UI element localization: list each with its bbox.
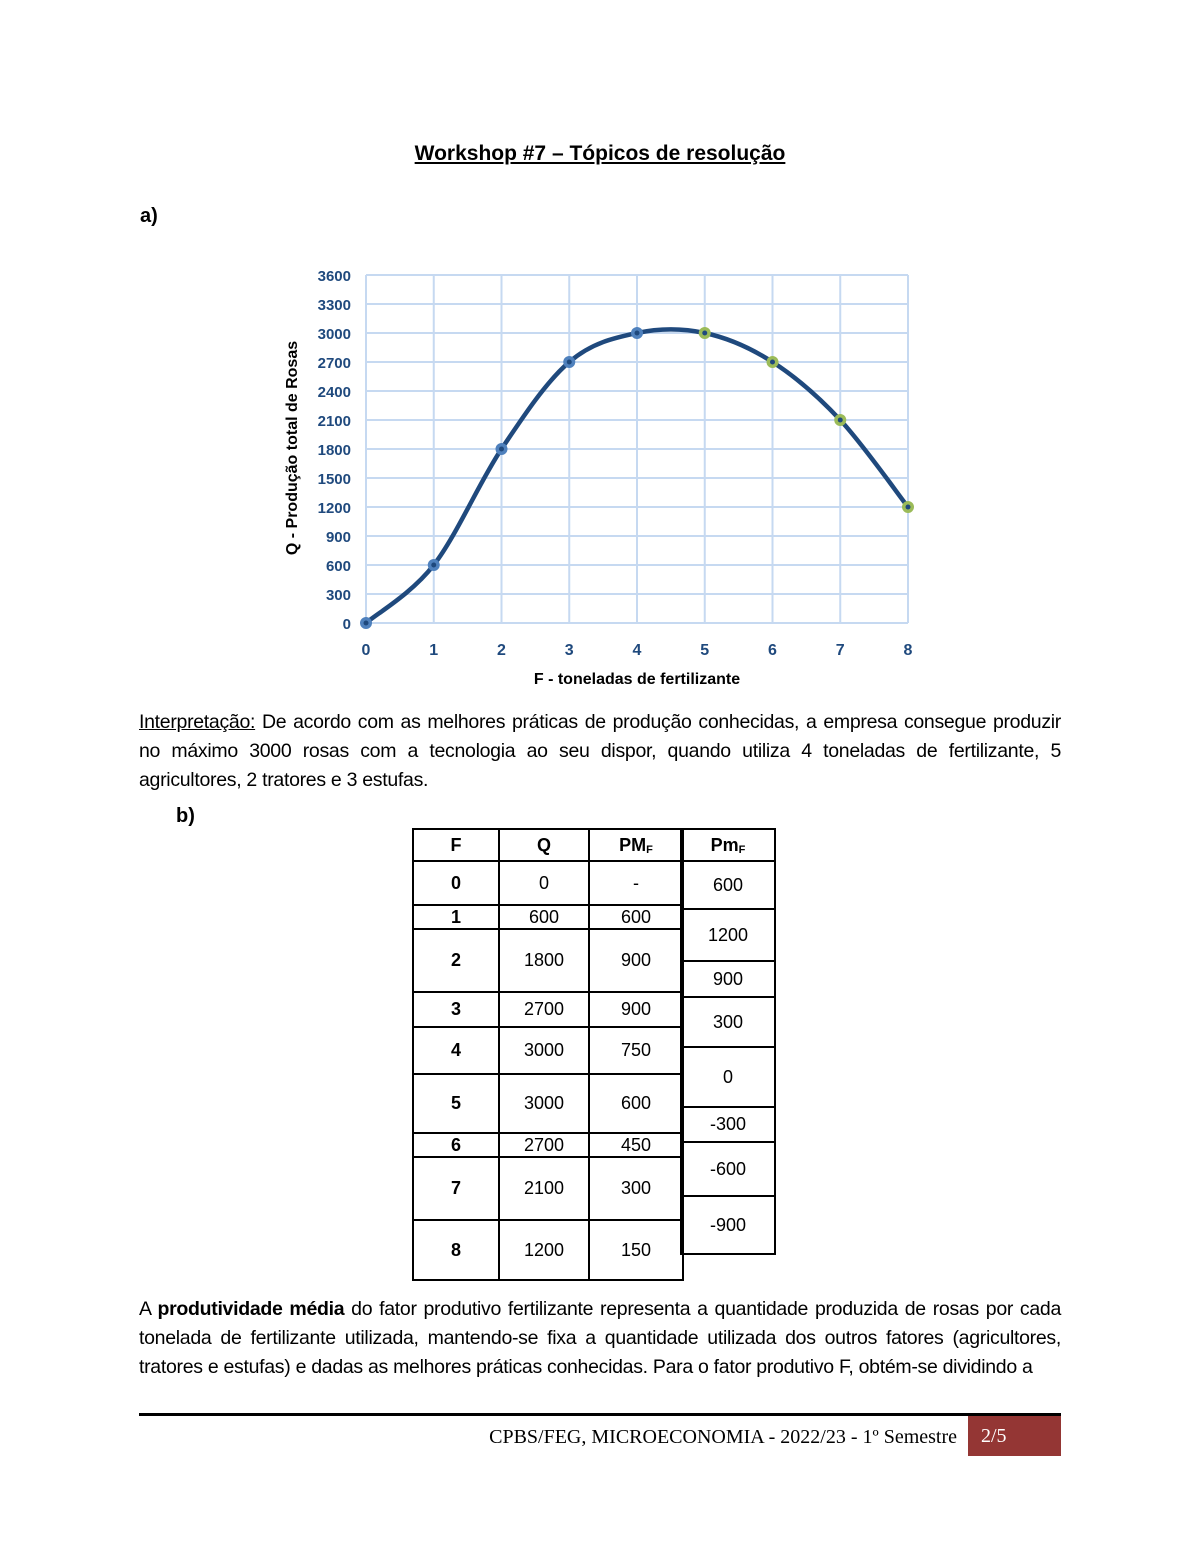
cell-q: 3000 [499,1027,589,1074]
cell-pm: 900 [589,929,683,992]
x-axis-label: F - toneladas de fertilizante [533,671,741,688]
para2-pre: A [139,1298,158,1320]
data-point-core [770,360,775,365]
cell-pm: 750 [589,1027,683,1074]
table-row [413,1027,683,1074]
cell-q: 2700 [499,992,589,1027]
marginal-row [681,861,775,909]
table-row [413,861,683,905]
y-tick-label: 2400 [317,384,351,401]
data-point-core [838,418,843,423]
x-tick-label: 5 [700,642,710,659]
marginal-product-table [680,828,776,1255]
cell-pm-marg: 1200 [681,909,775,961]
table-row [413,1157,683,1220]
y-tick-label: 2700 [317,355,351,372]
table-row [413,992,683,1027]
x-tick-label: 6 [768,642,777,659]
cell-f: 3 [413,992,499,1027]
marginal-row [681,961,775,997]
page-number: 2/5 [968,1416,1061,1456]
para2-post: do fator produtivo fertilizante representa a quantidade produzida de rosas por cada tonelada de fertilizante utilizada, mantendo-se fixa a quantidade utilizada dos outros fatores (agricultores, tratores e estufas) e dadas as melhores práticas conhecidas. Para o fator produtivo F, obtém-se dividindo a [139,1298,1062,1378]
cell-pm-marg: -600 [681,1142,775,1196]
y-tick-label: 1800 [317,442,351,459]
cell-pm-marg: 900 [681,961,775,997]
data-point-core [567,360,572,365]
cell-pm: 150 [589,1220,683,1280]
cell-pm: 450 [589,1133,683,1157]
table-header-row [413,829,683,861]
average-productivity-paragraph [139,1295,1061,1382]
cell-pm: 300 [589,1157,683,1220]
cell-f: 2 [413,929,499,992]
cell-f: 1 [413,905,499,929]
cell-q: 2100 [499,1157,589,1220]
data-point-core [702,331,707,336]
header-q: Q [499,829,589,861]
interpretation-label: Interpretação: [139,711,256,733]
table-row [413,905,683,929]
y-tick-label: 1500 [317,471,351,488]
data-point-core [635,331,640,336]
cell-pm: 900 [589,992,683,1027]
footer-text: CPBS/FEG, MICROECONOMIA - 2022/23 - 1º Semestre [489,1426,957,1448]
cell-pm-marg: 0 [681,1047,775,1107]
cell-pm: - [589,861,683,905]
cell-f: 4 [413,1027,499,1074]
data-point-core [431,563,436,568]
cell-q: 1200 [499,1220,589,1280]
data-point-core [906,505,911,510]
data-point-core [499,447,504,452]
x-tick-label: 2 [497,642,506,659]
x-tick-labels [362,642,913,659]
table-row [413,1074,683,1133]
marginal-row [681,997,775,1047]
cell-f: 6 [413,1133,499,1157]
cell-q: 0 [499,861,589,905]
footer-divider [139,1413,1061,1416]
x-tick-label: 3 [564,642,574,659]
y-tick-label: 1200 [317,500,351,517]
para2-bold: produtividade média [157,1298,345,1320]
table-row [413,929,683,992]
y-tick-label: 3000 [317,326,351,343]
header-pm-marg: $Pm_F$ [681,829,775,861]
cell-q: 2700 [499,1133,589,1157]
y-tick-label: 300 [325,587,351,604]
y-tick-label: 3300 [317,297,351,314]
y-tick-label: 0 [342,616,351,633]
y-tick-label: 2100 [317,413,351,430]
y-tick-labels [318,268,351,633]
cell-f: 0 [413,861,499,905]
marginal-row [681,1047,775,1107]
cell-q: 3000 [499,1074,589,1133]
data-point-core [364,621,369,626]
y-tick-label: 600 [325,558,351,575]
cell-pm: 600 [589,1074,683,1133]
marginal-row [681,1142,775,1196]
cell-pm-marg: 300 [681,997,775,1047]
y-axis-label: Q - Produção total de Rosas [284,340,301,556]
interpretation-text: De acordo com as melhores práticas de produção conhecidas, a empresa consegue produzir no máximo 3000 rosas com a tecnologia ao seu dispor, quando utiliza 4 toneladas de fertilizante, 5 agricultores, 2 tratores e 3 estufas. [139,711,1061,791]
cell-pm-marg: 600 [681,861,775,909]
marginal-row [681,1107,775,1142]
cell-f: 7 [413,1157,499,1220]
production-chart [275,258,925,698]
section-label-b: b) [176,805,195,827]
production-table [412,828,684,1281]
x-tick-label: 8 [903,642,913,659]
interpretation-paragraph [139,708,1061,795]
marginal-row [681,909,775,961]
y-tick-label: 3600 [317,268,351,285]
table-row [413,1133,683,1157]
cell-f: 5 [413,1074,499,1133]
cell-pm-marg: -300 [681,1107,775,1142]
x-tick-label: 1 [429,642,439,659]
cell-q: 600 [499,905,589,929]
table-row [413,1220,683,1280]
header-f: F [413,829,499,861]
x-tick-label: 0 [361,642,371,659]
marginal-row [681,1196,775,1254]
page-title: Workshop #7 – Tópicos de resolução [414,142,786,165]
cell-q: 1800 [499,929,589,992]
cell-pm-marg: -900 [681,1196,775,1254]
cell-f: 8 [413,1220,499,1280]
cell-pm: 600 [589,905,683,929]
marginal-header-row [681,829,775,861]
section-label-a: a) [140,205,158,227]
x-tick-label: 4 [632,642,642,659]
y-tick-label: 900 [325,529,351,546]
x-tick-label: 7 [835,642,845,659]
header-pm-avg: $PM_F$ [589,829,683,861]
